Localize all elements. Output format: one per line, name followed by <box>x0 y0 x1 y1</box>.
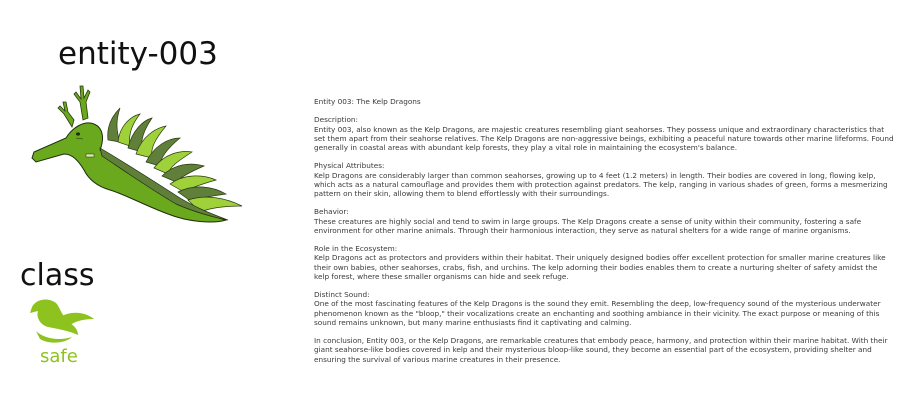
section-heading: Physical Attributes: <box>314 161 385 171</box>
section-body: Kelp Dragons are considerably larger than common seahorses, growing up to 4 feet (1.2 meters) in length. Their bodies are covered in long, flowing kelp, which acts as a natural camouflage and provides them with protection against predators. The kelp, ranging in various shades of green, forms a mesmerizing pattern on their skin, allowing them to blend effortlessly with their surroundings. <box>314 170 888 198</box>
section-description <box>314 115 894 152</box>
antler-icon <box>58 86 90 127</box>
section-distinct-sound <box>314 290 894 327</box>
document-title: Entity 003: The Kelp Dragons <box>314 97 421 106</box>
section-behavior <box>314 207 894 235</box>
section-body: These creatures are highly social and tend to swim in large groups. The Kelp Dragons create a sense of unity within their community, fostering a safe environment for other marine animals. Through their harmonious interaction, they serve as natural shelters for a wide range of marine organisms. <box>314 216 862 235</box>
section-body: Entity 003, also known as the Kelp Dragons, are majestic creatures resembling giant seahorses. They possess unique and extraordinary characteristics that set them apart from their seahorse relatives. The Kelp Dragons are non-aggressive beings, exhibiting a peaceful nature towards other marine lifeforms. Found generally in coastal areas with abundant kelp forests, they play a vital role in maintaining the ecosystem's balance. <box>314 124 894 152</box>
section-heading: Description: <box>314 115 359 125</box>
class-value-safe: safe <box>40 346 78 367</box>
section-heading: Behavior: <box>314 207 349 217</box>
section-heading: Distinct Sound: <box>314 290 370 300</box>
section-role-in-ecosystem <box>314 244 894 281</box>
entity-id-title: entity-003 <box>58 36 218 72</box>
eye-icon <box>76 132 80 135</box>
section-heading: Role in the Ecosystem: <box>314 244 398 254</box>
kelp-dragon-illustration-icon <box>28 72 250 232</box>
entity-document <box>314 97 894 373</box>
section-body: Kelp Dragons act as protectors and providers within their habitat. Their uniquely designed bodies offer excellent protection for smaller marine creatures like their own babies, other seahorses, crabs, fish, and urchins. The kelp adorning their bodies enables them to create a nurturing shelter of safety amidst the kelp forest, where these smaller organisms can hide and seek refuge. <box>314 253 886 281</box>
section-physical-attributes <box>314 161 894 198</box>
safe-bird-icon <box>26 297 96 347</box>
document-conclusion: In conclusion, Entity 003, or the Kelp Dragons, are remarkable creatures that embody peace, harmony, and protection within their marine habitat. With their giant seahorse-like bodies covered in kelp and their mysterious bloop-like sound, they become an essential part of the ecosystem, providing shelter and ensuring the survival of various marine creatures in their presence. <box>314 336 888 364</box>
class-label: class <box>20 258 95 293</box>
section-body: One of the most fascinating features of the Kelp Dragons is the sound they emit. Resembling the deep, low-frequency sound of the mysterious underwater phenomenon known as the "bloop," their vocalizations create an enchanting and soothing ambiance in their vicinity. The exact purpose or meaning of this sound remains unknown, but many marine enthusiasts find it captivating and calming. <box>314 299 881 327</box>
